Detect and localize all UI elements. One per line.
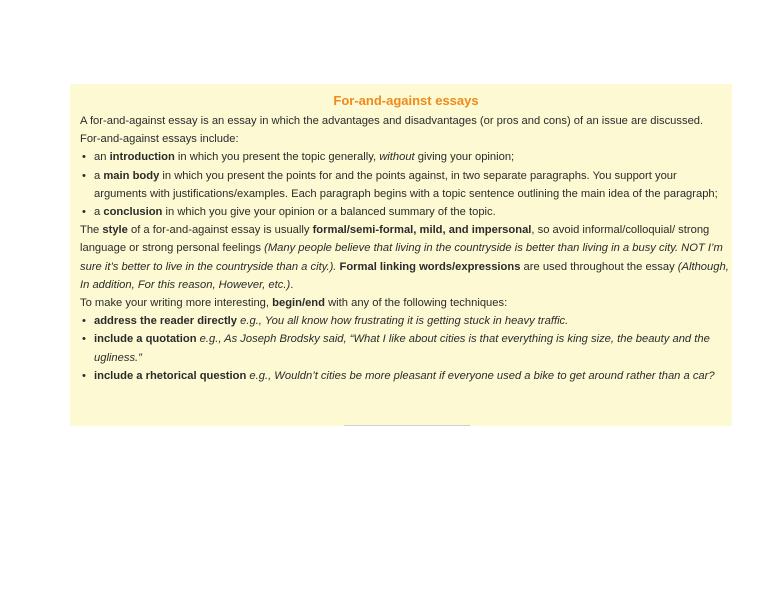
bullet-icon: • <box>82 206 86 219</box>
essay-info-box <box>70 84 732 426</box>
style-paragraph: The style of a for-and-against essay is usually formal/semi-formal, mild, and impersonal, so avoid informal/colloquial/ strong language or strong personal feelings (Many people believe that living in the countryside is better than living in a busy city. NOT I’m sure it’s better to live in the countryside than a city.). Formal linking words/expressions are used throughout the essay (Although, In addition, For this reason, However, etc.). <box>80 224 729 291</box>
structure-list <box>80 148 732 221</box>
bullet-icon: • <box>82 169 86 182</box>
list-item: • a main body in which you present the points for and the points against, in two separate paragraphs. You support your arguments with justifications/examples. Each paragraph begins with a topic sentence outlining the main idea of the paragraph; <box>80 167 732 203</box>
bullet-icon: • <box>82 333 86 346</box>
bullet-icon: • <box>82 151 86 164</box>
techniques-paragraph: To make your writing more interesting, begin/end with any of the following techniques: <box>80 297 508 310</box>
list-item: • a conclusion in which you give your opinion or a balanced summary of the topic. <box>80 203 732 221</box>
techniques-list <box>80 312 732 385</box>
includes-heading: For-and-against essays include: <box>80 133 239 146</box>
list-item: • include a quotation e.g., As Joseph Brodsky said, “What I like about cities is that everything is king size, the beauty and the ugliness.” <box>80 330 732 366</box>
intro-paragraph: A for-and-against essay is an essay in which the advantages and disadvantages (or pros and cons) of an issue are discussed. <box>80 115 704 127</box>
divider <box>344 425 470 426</box>
list-item: • include a rhetorical question e.g., Wouldn’t cities be more pleasant if everyone used a bike to get around rather than a car? <box>80 367 732 385</box>
list-item: • address the reader directly e.g., You all know how frustrating it is getting stuck in heavy traffic. <box>80 312 732 330</box>
list-item: • an introduction in which you present the topic generally, without giving your opinion; <box>80 148 732 166</box>
bullet-icon: • <box>82 369 86 382</box>
bullet-icon: • <box>82 315 86 328</box>
page-title: For-and-against essays <box>333 93 479 108</box>
